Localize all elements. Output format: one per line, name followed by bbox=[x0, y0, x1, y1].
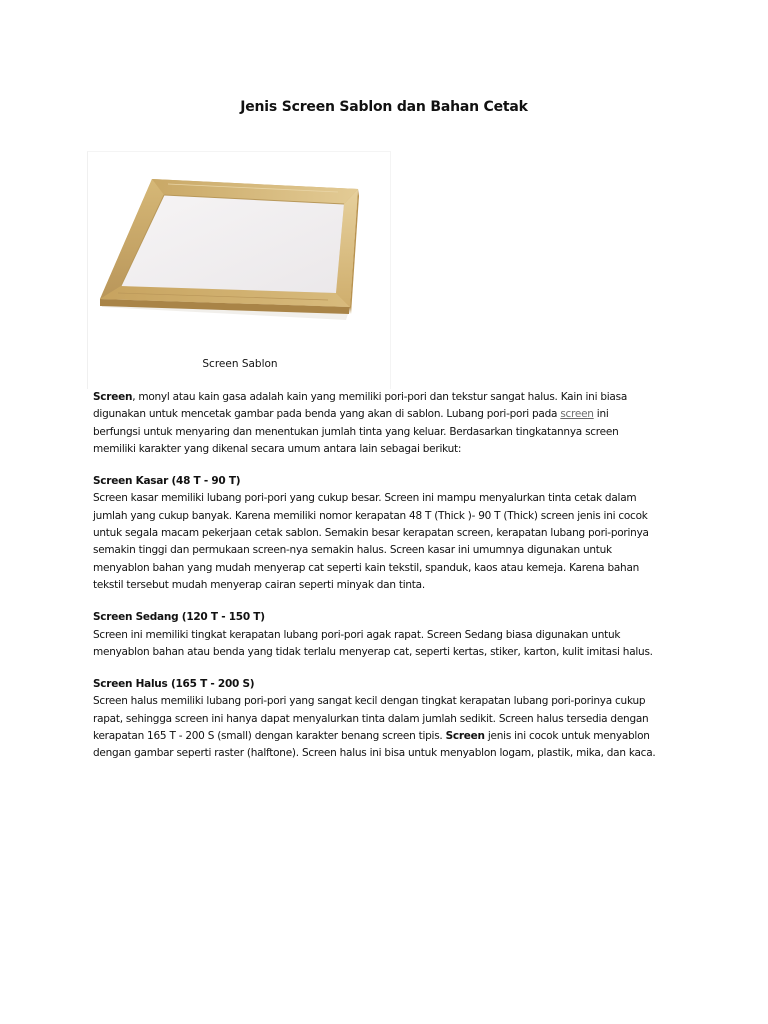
kasar-line-5: menyablon bahan yang mudah menyerap cat seperti kain tekstil, spanduk, kaos atau kemeja. Karena bahan bbox=[93, 561, 640, 574]
kasar-line-3: untuk segala macam pekerjaan cetak sablon. Semakin besar kerapatan screen, kerapatan lubang pori-porinya bbox=[93, 527, 649, 540]
kasar-line-4: semakin tinggi dan permukaan screen-nya semakin halus. Screen kasar ini umumnya digunakan untuk bbox=[93, 544, 612, 557]
kasar-line-2: jumlah yang cukup banyak. Karena memiliki nomor kerapatan 48 T (Thick )- 90 T (Thick) screen jenis ini cocok bbox=[93, 509, 648, 522]
halus-line-1: Screen halus memiliki lubang pori-pori yang sangat kecil dengan tingkat kerapatan lubang pori-porinya cukup bbox=[93, 695, 646, 708]
screen-sablon-figure bbox=[87, 151, 391, 389]
halus-bold-term: Screen bbox=[445, 730, 485, 743]
intro-line-1 bbox=[93, 389, 693, 406]
page-title: Jenis Screen Sablon dan Bahan Cetak bbox=[240, 99, 528, 115]
intro-line-2 bbox=[93, 406, 693, 423]
halus-line-3 bbox=[93, 728, 693, 745]
halus-line-4: dengan gambar seperti raster (halftone). Screen halus ini bisa untuk menyablon logam, plastik, mika, dan kaca. bbox=[93, 747, 656, 760]
intro-line-3: berfungsi untuk menyaring dan menentukan jumlah tinta yang keluar. Berdasarkan tingkatannya screen bbox=[93, 425, 619, 438]
sedang-line-1: Screen ini memiliki tingkat kerapatan lubang pori-pori agak rapat. Screen Sedang biasa digunakan untuk bbox=[93, 628, 621, 641]
document-body bbox=[93, 389, 693, 763]
halus-line-3-post: jenis ini cocok untuk menyablon bbox=[484, 730, 650, 743]
sedang-line-2: menyablon bahan atau benda yang tidak terlalu menyerap cat, seperti kertas, stiker, karton, kulit imitasi halus. bbox=[93, 645, 653, 658]
halus-line-3-pre: kerapatan 165 T - 200 S (small) dengan karakter benang screen tipis. bbox=[93, 730, 446, 743]
intro-line-2-pre: digunakan untuk mencetak gambar pada benda yang akan di sablon. Lubang pori-pori pada bbox=[93, 408, 561, 421]
section-heading-sedang: Screen Sedang (120 T - 150 T) bbox=[93, 611, 265, 624]
screen-frame-image bbox=[88, 152, 392, 390]
halus-line-2: rapat, sehingga screen ini hanya dapat menyalurkan tinta dalam jumlah sedikit. Screen halus tersedia dengan bbox=[93, 712, 649, 725]
intro-line-2-post: ini bbox=[593, 408, 609, 421]
intro-line-1-text: , monyl atau kain gasa adalah kain yang memiliki pori-pori dan tekstur sangat halus. Kain ini biasa bbox=[132, 391, 628, 403]
figure-caption: Screen Sablon bbox=[202, 358, 278, 370]
section-heading-kasar: Screen Kasar (48 T - 90 T) bbox=[93, 475, 241, 488]
kasar-line-1: Screen kasar memiliki lubang pori-pori yang cukup besar. Screen ini mampu menyalurkan tinta cetak dalam bbox=[93, 492, 637, 505]
intro-line-4: memiliki karakter yang dikenal secara umum antara lain sebagai berikut: bbox=[93, 442, 462, 455]
kasar-line-6: tekstil tersebut mudah menyerap cairan seperti minyak dan tinta. bbox=[93, 578, 425, 591]
section-heading-halus: Screen Halus (165 T - 200 S) bbox=[93, 678, 255, 691]
intro-bold-term: Screen bbox=[93, 391, 133, 403]
screen-link[interactable]: screen bbox=[560, 408, 594, 421]
